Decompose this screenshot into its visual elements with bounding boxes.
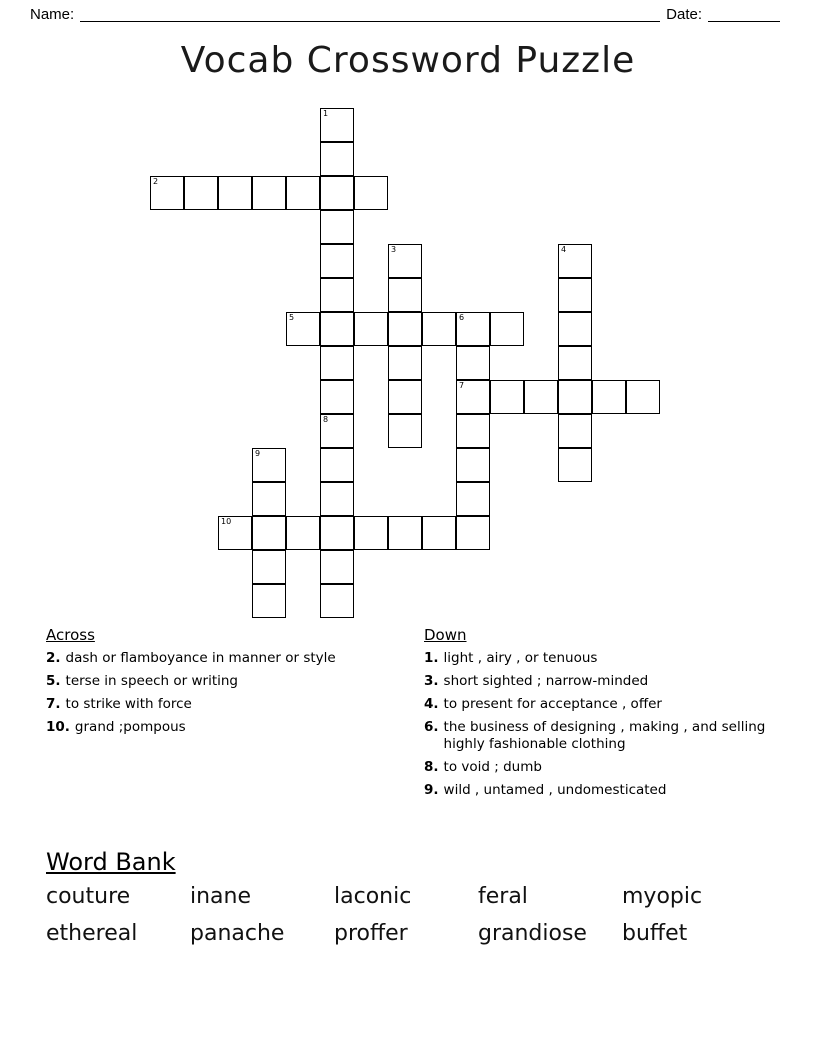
clue-text: the business of designing , making , and selling highly fashionable clothing xyxy=(443,719,766,752)
grid-cell[interactable] xyxy=(456,414,490,448)
grid-cell[interactable] xyxy=(184,176,218,210)
clue-text: dash or flamboyance in manner or style xyxy=(65,650,336,666)
clue-item xyxy=(46,719,396,736)
clue-item xyxy=(424,650,774,667)
grid-cell[interactable] xyxy=(286,176,320,210)
grid-cell[interactable] xyxy=(422,516,456,550)
clue-item xyxy=(424,759,774,776)
clue-number: 9. xyxy=(424,782,439,798)
grid-cell[interactable] xyxy=(388,516,422,550)
clue-text: grand ;pompous xyxy=(74,719,186,735)
clue-number: 5. xyxy=(46,673,61,689)
grid-cell-number: 2 xyxy=(153,177,159,186)
grid-cell[interactable] xyxy=(252,176,286,210)
word-bank-word: proffer xyxy=(334,921,408,946)
grid-cell[interactable] xyxy=(456,482,490,516)
date-label: Date: xyxy=(666,5,702,23)
grid-cell[interactable] xyxy=(490,312,524,346)
grid-cell[interactable] xyxy=(388,346,422,380)
grid-cell[interactable] xyxy=(252,584,286,618)
grid-cell[interactable] xyxy=(320,312,354,346)
grid-cell-number: 4 xyxy=(561,245,567,254)
grid-cell[interactable] xyxy=(558,448,592,482)
grid-cell[interactable] xyxy=(320,210,354,244)
clue-number: 2. xyxy=(46,650,61,666)
name-date-row xyxy=(30,0,786,28)
grid-cell[interactable] xyxy=(252,482,286,516)
clue-item xyxy=(46,673,396,690)
word-bank-word: grandiose xyxy=(478,921,587,946)
clue-number: 1. xyxy=(424,650,439,666)
grid-cell[interactable] xyxy=(558,278,592,312)
word-bank-word: couture xyxy=(46,884,131,909)
clue-number: 8. xyxy=(424,759,439,775)
word-bank-word: panache xyxy=(190,921,285,946)
grid-cell[interactable] xyxy=(286,312,320,346)
grid-cell[interactable] xyxy=(388,278,422,312)
grid-cell[interactable] xyxy=(320,550,354,584)
clue-number: 7. xyxy=(46,696,61,712)
across-clues xyxy=(46,626,396,805)
grid-cell-number: 9 xyxy=(255,449,261,458)
grid-cell[interactable] xyxy=(320,142,354,176)
grid-cell[interactable] xyxy=(320,380,354,414)
clue-number: 6. xyxy=(424,719,439,735)
grid-cell[interactable] xyxy=(320,482,354,516)
grid-cell[interactable] xyxy=(558,244,592,278)
grid-cell[interactable] xyxy=(320,278,354,312)
grid-cell[interactable] xyxy=(354,176,388,210)
grid-cell[interactable] xyxy=(354,516,388,550)
grid-cell[interactable] xyxy=(354,312,388,346)
grid-cell-number: 1 xyxy=(323,109,329,118)
clue-number: 10. xyxy=(46,719,70,735)
grid-cell[interactable] xyxy=(456,312,490,346)
word-bank-row xyxy=(46,884,766,909)
clue-text: wild , untamed , undomesticated xyxy=(443,782,667,798)
grid-cell[interactable] xyxy=(320,108,354,142)
grid-cell[interactable] xyxy=(456,516,490,550)
word-bank-word: inane xyxy=(190,884,252,909)
grid-cell[interactable] xyxy=(320,584,354,618)
clues-section xyxy=(46,626,776,805)
down-clues xyxy=(424,626,774,805)
name-write-line[interactable] xyxy=(80,7,660,22)
grid-cell[interactable] xyxy=(252,550,286,584)
word-bank-word: feral xyxy=(478,884,528,909)
clue-text: short sighted ; narrow-minded xyxy=(443,673,649,689)
clue-text: terse in speech or writing xyxy=(65,673,239,689)
grid-cell-number: 6 xyxy=(459,313,465,322)
grid-cell[interactable] xyxy=(218,176,252,210)
grid-cell[interactable] xyxy=(150,176,184,210)
crossword-grid[interactable] xyxy=(150,108,670,618)
grid-cell[interactable] xyxy=(558,312,592,346)
grid-cell[interactable] xyxy=(490,380,524,414)
grid-cell[interactable] xyxy=(388,414,422,448)
grid-cell[interactable] xyxy=(252,448,286,482)
grid-cell[interactable] xyxy=(286,516,320,550)
page-title: Vocab Crossword Puzzle xyxy=(180,40,636,81)
grid-cell[interactable] xyxy=(320,176,354,210)
grid-cell-number: 7 xyxy=(459,381,465,390)
grid-cell[interactable] xyxy=(320,244,354,278)
grid-cell[interactable] xyxy=(320,346,354,380)
clue-text: to strike with force xyxy=(65,696,192,712)
word-bank-row xyxy=(46,921,766,946)
grid-cell-number: 8 xyxy=(323,415,329,424)
grid-cell-number: 5 xyxy=(289,313,295,322)
grid-cell[interactable] xyxy=(626,380,660,414)
grid-cell[interactable] xyxy=(388,380,422,414)
clue-item xyxy=(424,696,774,713)
clue-item xyxy=(424,782,774,799)
clue-item xyxy=(424,673,774,690)
grid-cell[interactable] xyxy=(592,380,626,414)
clue-text: light , airy , or tenuous xyxy=(443,650,598,666)
grid-cell-number: 3 xyxy=(391,245,397,254)
word-bank-word: buffet xyxy=(622,921,688,946)
down-heading: Down xyxy=(424,626,467,644)
grid-cell[interactable] xyxy=(252,516,286,550)
clue-number: 3. xyxy=(424,673,439,689)
grid-cell[interactable] xyxy=(456,346,490,380)
grid-cell[interactable] xyxy=(218,516,252,550)
clue-item xyxy=(46,650,396,667)
grid-cell[interactable] xyxy=(422,312,456,346)
clue-text: to void ; dumb xyxy=(443,759,542,775)
word-bank xyxy=(46,884,766,958)
grid-cell[interactable] xyxy=(320,516,354,550)
clue-text: to present for acceptance , offer xyxy=(443,696,662,712)
grid-cell[interactable] xyxy=(558,380,592,414)
grid-cell[interactable] xyxy=(524,380,558,414)
word-bank-title: Word Bank xyxy=(46,848,176,876)
across-heading: Across xyxy=(46,626,95,644)
grid-cell[interactable] xyxy=(558,346,592,380)
clue-item xyxy=(46,696,396,713)
word-bank-word: ethereal xyxy=(46,921,138,946)
grid-cell[interactable] xyxy=(388,312,422,346)
date-write-line[interactable] xyxy=(708,7,780,22)
grid-cell-number: 10 xyxy=(221,517,232,526)
name-label: Name: xyxy=(30,5,75,23)
grid-cell[interactable] xyxy=(388,244,422,278)
clue-item xyxy=(424,719,774,753)
word-bank-word: myopic xyxy=(622,884,703,909)
grid-cell[interactable] xyxy=(320,414,354,448)
clue-number: 4. xyxy=(424,696,439,712)
grid-cell[interactable] xyxy=(456,380,490,414)
grid-cell[interactable] xyxy=(456,448,490,482)
grid-cell[interactable] xyxy=(320,448,354,482)
word-bank-word: laconic xyxy=(334,884,412,909)
grid-cell[interactable] xyxy=(558,414,592,448)
